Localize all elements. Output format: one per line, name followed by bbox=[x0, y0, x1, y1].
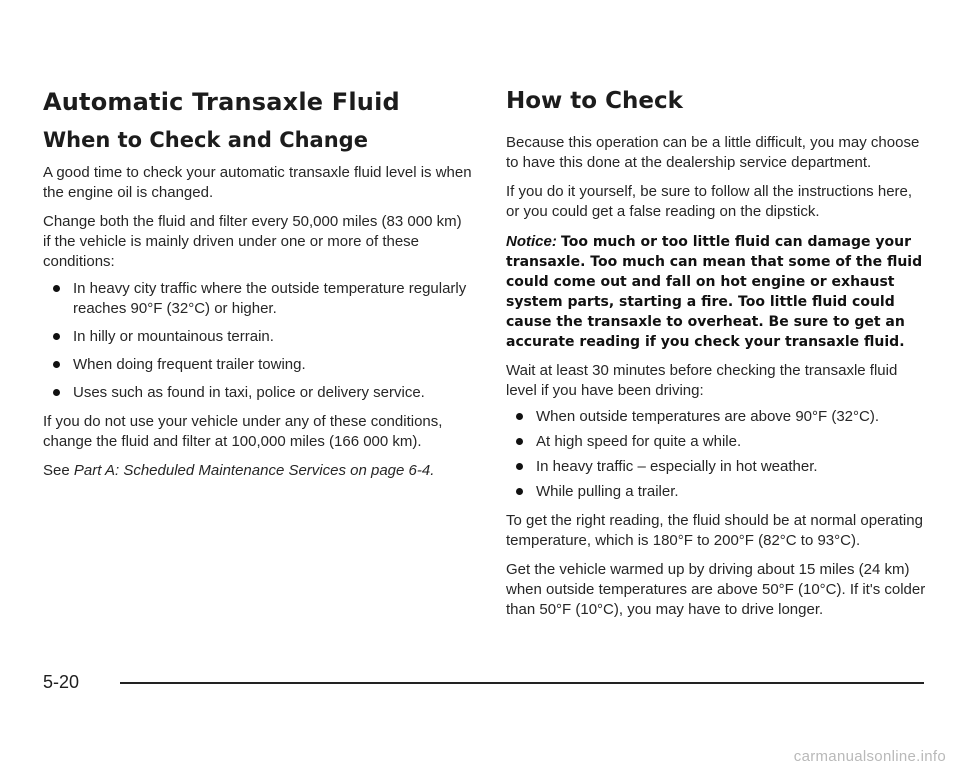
list-item: While pulling a trailer. bbox=[506, 482, 926, 502]
paragraph-warm-up: Get the vehicle warmed up by driving about 15 miles (24 km) when outside temperatures are above 50°F (10°C). If it's colder than 50°F (10°C), you may have to drive longer. bbox=[506, 561, 926, 618]
paragraph-normal-interval: If you do not use your vehicle under any of these conditions, change the fluid and filter at 100,000 miles (166 000 km). bbox=[43, 413, 443, 450]
see-reference: See Part A: Scheduled Maintenance Services on page 6-4. bbox=[43, 462, 435, 479]
list-item: Uses such as found in taxi, police or delivery service. bbox=[43, 383, 473, 403]
paragraph-operating-temperature: To get the right reading, the fluid should be at normal operating temperature, which is 180°F to 200°F (82°C to 93°C). bbox=[506, 512, 923, 549]
paragraph-instructions: If you do it yourself, be sure to follow all the instructions here, or you could get a false reading on the dipstick. bbox=[506, 183, 913, 220]
driving-conditions-list bbox=[506, 407, 926, 502]
list-item: In heavy city traffic where the outside temperature regularly reaches 90°F (32°C) or higher. bbox=[43, 279, 473, 319]
notice-text: Too much or too little fluid can damage your transaxle. Too much can mean that some of the fluid could come out and fall on hot engine or exhaust system parts, starting a fire. Too little fluid could cause the transaxle to overheat. Be sure to get an accurate reading if you check your transaxle fluid. bbox=[506, 234, 923, 350]
subsection-title: When to Check and Change bbox=[43, 128, 368, 152]
paragraph-difficulty: Because this operation can be a little difficult, you may choose to have this done at the dealership service department. bbox=[506, 134, 920, 171]
section-title: Automatic Transaxle Fluid bbox=[43, 88, 400, 116]
bullet-icon bbox=[516, 413, 523, 420]
notice-block bbox=[506, 232, 926, 352]
conditions-list bbox=[43, 279, 473, 403]
bullet-icon bbox=[516, 438, 523, 445]
bullet-icon bbox=[53, 333, 60, 340]
list-item: When doing frequent trailer towing. bbox=[43, 355, 473, 375]
watermark[interactable]: carmanualsonline.info bbox=[793, 748, 946, 765]
list-item: At high speed for quite a while. bbox=[506, 432, 926, 452]
right-column bbox=[506, 88, 926, 620]
notice-label: Notice: bbox=[506, 233, 557, 250]
bullet-icon bbox=[516, 488, 523, 495]
bullet-icon bbox=[53, 361, 60, 368]
bullet-icon bbox=[516, 463, 523, 470]
page-number: 5-20 bbox=[43, 672, 80, 692]
paragraph-change-interval: Change both the fluid and filter every 50,000 miles (83 000 km) if the vehicle is mainly driven under one or more of these conditions: bbox=[43, 213, 462, 270]
left-column bbox=[43, 88, 473, 481]
bullet-icon bbox=[53, 285, 60, 292]
paragraph-check-timing: A good time to check your automatic transaxle fluid level is when the engine oil is changed. bbox=[43, 164, 472, 201]
list-item: When outside temperatures are above 90°F (32°C). bbox=[506, 407, 926, 427]
list-item: In hilly or mountainous terrain. bbox=[43, 327, 473, 347]
section-title-how-to-check: How to Check bbox=[506, 88, 683, 114]
list-item: In heavy traffic – especially in hot weather. bbox=[506, 457, 926, 477]
footer-divider bbox=[120, 682, 924, 684]
maintenance-reference-link: Part A: Scheduled Maintenance Services on page 6-4. bbox=[73, 462, 435, 479]
bullet-icon bbox=[53, 389, 60, 396]
paragraph-wait: Wait at least 30 minutes before checking the transaxle fluid level if you have been driving: bbox=[506, 362, 898, 399]
